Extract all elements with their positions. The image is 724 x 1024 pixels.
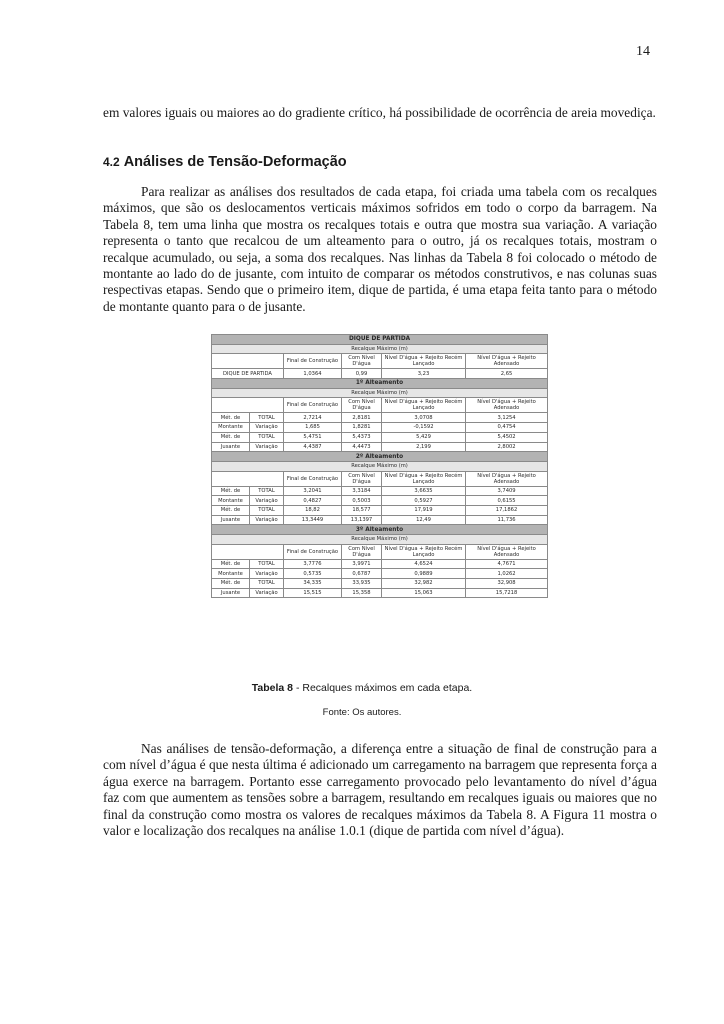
blank-cell <box>212 398 284 413</box>
col-header: Nível D'água + Rejeito Adensado <box>466 398 548 413</box>
cell: 33,935 <box>342 579 382 589</box>
method-cell: Montante <box>212 423 250 433</box>
cell: 15,7218 <box>466 588 548 598</box>
band-dique: DIQUE DE PARTIDA <box>212 335 548 345</box>
paragraph-2: Para realizar as análises dos resultados de cada etapa, foi criada uma tabela com os recalques máximos, que são os deslocamentos verticais máximos sofridos em todo o corpo da barragem. Na Tabela 8, tem uma linha que mostra os recalques totais e outra que mostra sua variação. A variação representa o tanto que recalcou de um alteamento para o outro, já os recalques totais, mostram o recalque acumulado, ou seja, a soma dos recalques. Nas linhas da Tabela 8 foi colocado o método de montante ao lado do de jusante, com intuito de comparar os métodos construtivos, e nas colunas suas respectivas etapas. Sendo que o primeiro item, dique de partida, é uma etapa feita tanto para o método de montante quanto para o de jusante. <box>103 184 657 314</box>
cell: 0,5927 <box>382 496 466 506</box>
cell: 4,4387 <box>284 442 342 452</box>
col-header: Nível D'água + Rejeito Recém Lançado <box>382 544 466 559</box>
cell: 0,6787 <box>342 569 382 579</box>
type-cell: TOTAL <box>250 413 284 423</box>
cell: 0,4754 <box>466 423 548 433</box>
table-row <box>212 423 548 433</box>
method-cell: Jusante <box>212 588 250 598</box>
method-cell: Mét. de <box>212 579 250 589</box>
sub-header: Recalque Máximo (m) <box>212 388 548 398</box>
cell: 32,982 <box>382 579 466 589</box>
band-stage-3: 3º Alteamento <box>212 525 548 535</box>
method-cell: Mét. de <box>212 413 250 423</box>
col-header: Com Nível D'água <box>342 398 382 413</box>
cell: 4,7671 <box>466 559 548 569</box>
caption-text: - Recalques máximos em cada etapa. <box>293 682 473 694</box>
type-cell: Variação <box>250 442 284 452</box>
cell: 15,515 <box>284 588 342 598</box>
cell: 3,7776 <box>284 559 342 569</box>
blank-cell <box>212 544 284 559</box>
type-cell: TOTAL <box>250 505 284 515</box>
cell: 1,0364 <box>284 369 342 379</box>
table-row <box>212 559 548 569</box>
cell: 2,65 <box>466 369 548 379</box>
col-header: Final de Construção <box>284 544 342 559</box>
cell: 3,2041 <box>284 486 342 496</box>
cell: 13,3449 <box>284 515 342 525</box>
section-number: 4.2 <box>103 155 120 169</box>
table-row <box>212 432 548 442</box>
cell: 3,0708 <box>382 413 466 423</box>
sub-header: Recalque Máximo (m) <box>212 344 548 354</box>
cell: 0,6155 <box>466 496 548 506</box>
type-cell: TOTAL <box>250 579 284 589</box>
method-cell: Mét. de <box>212 432 250 442</box>
col-header: Nível D'água + Rejeito Recém Lançado <box>382 354 466 369</box>
type-cell: TOTAL <box>250 559 284 569</box>
table-band-row <box>212 452 548 462</box>
cell: 4,6524 <box>382 559 466 569</box>
table-row <box>212 569 548 579</box>
section-heading <box>103 154 347 170</box>
section-title: Análises de Tensão-Deformação <box>123 154 347 170</box>
col-header: Com Nível D'água <box>342 471 382 486</box>
cell: 0,4827 <box>284 496 342 506</box>
settlement-table <box>211 334 548 598</box>
table-row <box>212 442 548 452</box>
col-header: Final de Construção <box>284 471 342 486</box>
cell: -0,1592 <box>382 423 466 433</box>
method-cell: Montante <box>212 569 250 579</box>
col-header: Nível D'água + Rejeito Adensado <box>466 471 548 486</box>
cell: 17,1862 <box>466 505 548 515</box>
cell: 18,577 <box>342 505 382 515</box>
band-stage-2: 2º Alteamento <box>212 452 548 462</box>
cell: 5,4751 <box>284 432 342 442</box>
cell: 0,5735 <box>284 569 342 579</box>
table-band-row <box>212 525 548 535</box>
table-header-row <box>212 471 548 486</box>
table-row <box>212 515 548 525</box>
cell: 12,49 <box>382 515 466 525</box>
table-caption <box>0 682 724 694</box>
col-header: Nível D'água + Rejeito Adensado <box>466 544 548 559</box>
table-row <box>212 486 548 496</box>
cell: 3,7409 <box>466 486 548 496</box>
col-header: Final de Construção <box>284 354 342 369</box>
cell: 4,4473 <box>342 442 382 452</box>
paragraph-3: Nas análises de tensão-deformação, a diferença entre a situação de final de construção para a com nível d’água é que nesta última é adicionado um carregamento na barragem que representa força a água exerce na barragem. Portanto esse carregamento provocado pelo levantamento do nível d’água faz com que aumentem as tensões sobre a barragem, resultando em recalques iguais ou maiores que no final da construção como mostra os valores de recalques máximos da Tabela 8. A Figura 11 mostra o valor e localização dos recalques na análise 1.0.1 (dique de partida com nível d’água). <box>103 741 657 839</box>
table-row <box>212 505 548 515</box>
type-cell: TOTAL <box>250 432 284 442</box>
paragraph-1: em valores iguais ou maiores ao do gradiente crítico, há possibilidade de ocorrência de areia movediça. <box>103 105 656 120</box>
blank-cell <box>212 471 284 486</box>
col-header: Nível D'água + Rejeito Recém Lançado <box>382 471 466 486</box>
cell: 3,3184 <box>342 486 382 496</box>
method-cell: Jusante <box>212 442 250 452</box>
cell: 3,1254 <box>466 413 548 423</box>
method-cell: Montante <box>212 496 250 506</box>
cell: 3,23 <box>382 369 466 379</box>
cell: 0,99 <box>342 369 382 379</box>
type-cell: Variação <box>250 515 284 525</box>
blank-cell <box>212 354 284 369</box>
sub-header: Recalque Máximo (m) <box>212 535 548 545</box>
table-row <box>212 579 548 589</box>
cell: 5,429 <box>382 432 466 442</box>
cell: 18,82 <box>284 505 342 515</box>
table-subheader-row <box>212 344 548 354</box>
cell: 5,4373 <box>342 432 382 442</box>
cell: 2,8002 <box>466 442 548 452</box>
col-header: Final de Construção <box>284 398 342 413</box>
table-header-row <box>212 544 548 559</box>
cell: 3,9971 <box>342 559 382 569</box>
cell: 2,199 <box>382 442 466 452</box>
cell: 3,6635 <box>382 486 466 496</box>
cell: 1,685 <box>284 423 342 433</box>
cell: 13,1397 <box>342 515 382 525</box>
col-header: Nível D'água + Rejeito Adensado <box>466 354 548 369</box>
table-subheader-row <box>212 461 548 471</box>
type-cell: Variação <box>250 496 284 506</box>
type-cell: Variação <box>250 423 284 433</box>
method-cell: Mét. de <box>212 505 250 515</box>
table-row <box>212 496 548 506</box>
table-subheader-row <box>212 535 548 545</box>
sub-header: Recalque Máximo (m) <box>212 461 548 471</box>
method-cell: Mét. de <box>212 486 250 496</box>
cell: 2,7214 <box>284 413 342 423</box>
table-row <box>212 588 548 598</box>
cell: 1,0262 <box>466 569 548 579</box>
table-subheader-row <box>212 388 548 398</box>
page-number: 14 <box>636 44 650 59</box>
cell: 2,8181 <box>342 413 382 423</box>
band-stage-1: 1º Alteamento <box>212 379 548 389</box>
table-band-row <box>212 335 548 345</box>
type-cell: Variação <box>250 569 284 579</box>
cell: 15,358 <box>342 588 382 598</box>
caption-label: Tabela 8 <box>251 682 294 694</box>
cell: 34,335 <box>284 579 342 589</box>
col-header: Com Nível D'água <box>342 354 382 369</box>
table-header-row <box>212 398 548 413</box>
table-band-row <box>212 379 548 389</box>
cell: 11,736 <box>466 515 548 525</box>
table-header-row <box>212 354 548 369</box>
cell: 15,063 <box>382 588 466 598</box>
table-row <box>212 413 548 423</box>
cell: 1,8281 <box>342 423 382 433</box>
col-header: Nível D'água + Rejeito Recém Lançado <box>382 398 466 413</box>
col-header: Com Nível D'água <box>342 544 382 559</box>
method-cell: Jusante <box>212 515 250 525</box>
cell: 5,4502 <box>466 432 548 442</box>
cell: 0,5003 <box>342 496 382 506</box>
type-cell: Variação <box>250 588 284 598</box>
method-cell: Mét. de <box>212 559 250 569</box>
row-label: DIQUE DE PARTIDA <box>212 369 284 379</box>
table-8 <box>211 334 547 660</box>
table-row <box>212 369 548 379</box>
table-source: Fonte: Os autores. <box>322 707 402 718</box>
cell: 0,9889 <box>382 569 466 579</box>
type-cell: TOTAL <box>250 486 284 496</box>
cell: 17,919 <box>382 505 466 515</box>
cell: 32,908 <box>466 579 548 589</box>
